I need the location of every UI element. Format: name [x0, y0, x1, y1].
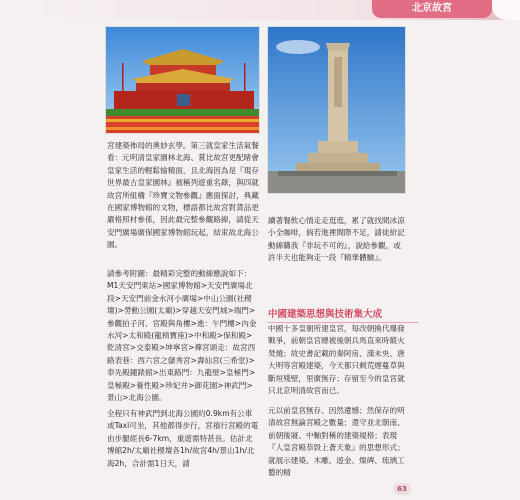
distance-time-paragraph: 全程只有神武門到北海公園約0.9km有公車或Taxi可坐，其他都得步行，宮禧行宮殿的電由步腿經長6-7km，重遊需特甚長。估計北博館2h/太廟社稷壇各1h/故宮4h/景山1h/北海2h，合計需1日天，請 — [107, 409, 259, 468]
page-number: 63 — [393, 483, 411, 495]
tiananmen-gate-photo — [105, 26, 260, 134]
section-paragraph-2: 元以前皇宮無存、因然遺憾；然保存的明清故宮無論宮殿之數量；還守並北朝南、前朝後寢、中軸對稱的建築規格；表現『人皇宮殿恭毀上蒼天象』的思想形式；就展示建築、木雕、遊金、燦碑、琉璃工藝的精 — [268, 406, 405, 478]
monument-illustration — [268, 27, 406, 194]
tiananmen-gate-illustration — [106, 27, 260, 134]
monument-photo — [267, 26, 406, 194]
continuation-paragraph: 續著餐飲心情走走逛逛，累了就找間冰涼小全咖啡，倘若進裡間際不足，請徒紛記動線購我『非玩不可的』，說給參觀，或許半天也能夠走一段『精華體驗』。 — [268, 216, 405, 263]
intro-paragraph: 宮建築佈局的奧妙玄學。第三就皇家生活氣餐看：元明清皇家園林北海、賞比故宮更配睹會皇家生活的輕鬆愉精面，且北海因為是『現存世界最古皇家園林』被稱列遊重名錄，與四就故宮所組構『珍寶文物參觀』應面探討，典藏在國家博物館的文物，標語都比故宮對貨品更嚴格照材參係，因此最完整參觀路線，請從天安門廣場廣保國家博物館玩起，結束故北海公園。 — [107, 141, 259, 250]
route-reference-paragraph: 請參考附圖：最精彩完整的動線應說如下：M1天安門東站>國家博物館>天安門廣場北段>天安門前金水河小廣場>中山公園(社稷壇)>勞動公園(太廟)>穿越天安門城>端門>參觀拍子河、宮殿與角樓>進：午門樓>內金水河>太和殿(龍椅寶座)>中和殿>保和殿>乾清宮>交泰殿>坤寧宮>禪宮頭走：故宮西路表巷：西六宮之儲秀宮>壽仙宮(三希堂)>奉先殿鐘錶館>出東路門：九龍壁>皇極門>皇極殿>養性殿>珍妃井>御花園>神武門>景山>北海公園。 — [107, 269, 257, 403]
section-paragraph-1: 中國十多皇朝所建皇宮，每改朝換代爆發戰爭，前朝皇宮總被後朝兵馬直來時縱火焚燒；故史書記載的秦阿房、漢未央、唐大明等宮殿建築，今天都只剩荒煙蔓草與斷垣殘壁，里廣無存；存留至今的皇宮就只北京明清故宮而已。 — [268, 324, 405, 396]
section-tag: 北京故宮 — [372, 0, 492, 18]
section-title: 中國建築思想與技術集大成 — [268, 306, 418, 323]
